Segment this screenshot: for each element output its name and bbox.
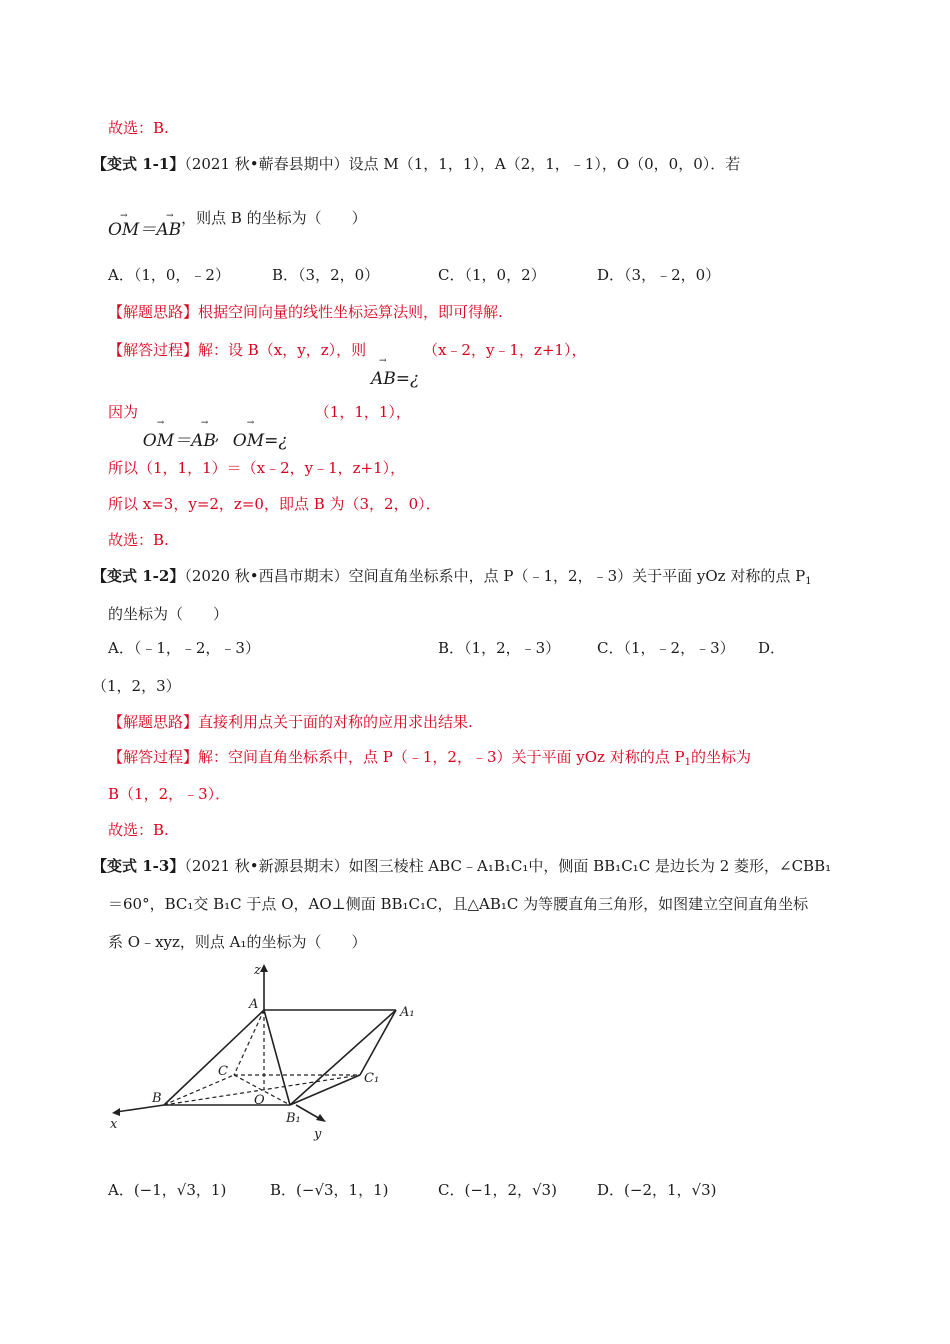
label-x: x	[110, 1117, 118, 1132]
label-o: O	[254, 1093, 265, 1108]
subscript: 1	[805, 576, 812, 587]
variant-1-1-tail: ，则点 B 的坐标为（ ）	[181, 209, 367, 227]
vector-arrow-icon: →	[200, 418, 209, 428]
vector-equation-2: OM=¿	[232, 431, 288, 451]
vector-arrow-icon: →	[166, 211, 174, 221]
variant-1-2-question	[92, 566, 812, 592]
label-a: A	[249, 997, 259, 1012]
because-coordinates: （1，1，1），	[314, 403, 411, 421]
variant-1-1-answer: 故选：B.	[108, 531, 169, 549]
variant-1-2-process-2: B（1，2，﹣3）．	[108, 785, 231, 803]
variant-1-2-option-b[interactable]: B．（1，2，﹣3）	[438, 639, 561, 657]
label-c1: C₁	[364, 1071, 380, 1086]
label-b1: B₁	[286, 1111, 301, 1126]
variant-1-2-option-d[interactable]: D．	[758, 639, 786, 657]
variant-1-3-text: （2021 秋•新源县期末）如图三棱柱 ABC﹣A₁B₁C₁中，侧面 BB₁C₁C 是边长为 2 菱形，∠CBB₁	[184, 857, 832, 875]
answer-line-1: 故选：B.	[108, 119, 169, 137]
y-arrow-icon	[316, 1114, 326, 1122]
variant-1-2-question-2: 的坐标为（ ）	[108, 605, 229, 623]
variant-1-2-idea	[108, 712, 473, 732]
variant-1-1-text: （2021 秋•蕲春县期中）设点 M（1，1，1），A（2，1，﹣1），O（0，0，0）．若	[184, 155, 741, 173]
variant-1-1-question	[92, 154, 740, 174]
variant-1-1-option-a[interactable]: A．（1，0，﹣2）	[108, 266, 230, 284]
subscript: 1	[684, 757, 691, 768]
vector-ab-expression: AB=¿	[370, 369, 420, 389]
because-word: 因为	[108, 403, 139, 421]
variant-1-3-question	[92, 856, 831, 876]
variant-1-2-option-a[interactable]: A．（﹣1，﹣2，﹣3）	[108, 639, 260, 657]
variant-1-1-option-d[interactable]: D．（3，﹣2，0）	[597, 266, 721, 284]
variant-1-2-process	[108, 747, 751, 773]
idea-tag: 【解题思路】	[108, 303, 199, 321]
variant-1-2-text: （2020 秋•西昌市期末）空间直角坐标系中，点 P（﹣1，2，﹣3）关于平面 yOz 对称的点 P	[184, 567, 806, 585]
variant-1-1-idea	[108, 302, 503, 322]
variant-1-2-option-c[interactable]: C．（1，﹣2，﹣3）	[597, 639, 735, 657]
vector-arrow-icon: →	[378, 356, 387, 366]
variant-1-3-option-c[interactable]: C．(−1，2，√3)	[438, 1181, 557, 1199]
variant-1-1-tag: 【变式 1-1】	[92, 155, 185, 173]
idea-text: 根据空间向量的线性坐标运算法则，即可得解.	[198, 303, 503, 321]
process-tail: 的坐标为	[690, 748, 751, 766]
variant-1-3-tag: 【变式 1-3】	[92, 857, 185, 875]
x-axis	[116, 1105, 164, 1112]
variant-1-1-so-2: 所以 x=3，y=2，z=0，即点 B 为（3，2，0）．	[108, 495, 441, 513]
variant-1-3-question-2: ＝60°，BC₁交 B₁C 于点 O，AO⊥侧面 BB₁C₁C，且△AB₁C 为等腰直角三角形，如图建立空间直角坐标	[108, 895, 809, 913]
z-arrow-icon	[260, 964, 268, 972]
process-text: 解：空间直角坐标系中，点 P（﹣1，2，﹣3）关于平面 yOz 对称的点 P	[198, 748, 685, 766]
edge-b-c-hidden	[164, 1075, 234, 1105]
idea-text: 直接利用点关于面的对称的应用求出结果.	[198, 713, 473, 731]
prism-figure	[108, 962, 428, 1142]
edge-a-c-hidden	[234, 1010, 264, 1075]
process-tag: 【解答过程】	[108, 341, 199, 359]
vector-equation: OM＝AB	[108, 220, 182, 240]
variant-1-1-option-c[interactable]: C．（1，0，2）	[438, 266, 546, 284]
vector-arrow-icon: →	[120, 211, 128, 221]
variant-1-1-because	[108, 402, 411, 451]
label-a1: A₁	[400, 1005, 415, 1020]
edge-b1-c1	[290, 1075, 360, 1105]
variant-1-3-option-a[interactable]: A．(−1，√3，1)	[108, 1181, 227, 1199]
label-y: y	[314, 1127, 322, 1142]
label-c: C	[218, 1064, 228, 1079]
variant-1-1-equation-line	[108, 209, 367, 240]
variant-1-2-tag: 【变式 1-2】	[92, 567, 185, 585]
process-tag: 【解答过程】	[108, 748, 199, 766]
variant-1-3-option-d[interactable]: D．(−2，1，√3)	[597, 1181, 717, 1199]
idea-tag: 【解题思路】	[108, 713, 199, 731]
variant-1-2-answer: 故选：B.	[108, 821, 169, 839]
edge-a1-c1	[360, 1010, 396, 1075]
edge-a-b	[164, 1010, 264, 1105]
label-b: B	[152, 1091, 162, 1106]
process-text: 解：设 B（x，y，z），则	[198, 341, 367, 359]
process-coordinates: （x﹣2，y﹣1，z+1），	[422, 341, 587, 359]
variant-1-1-option-b[interactable]: B．（3，2，0）	[272, 266, 380, 284]
label-z: z	[254, 963, 261, 978]
vector-equation-1: OM＝AB	[142, 431, 216, 451]
variant-1-3-option-b[interactable]: B．(−√3，1，1)	[270, 1181, 389, 1199]
variant-1-1-so-1: 所以（1，1，1）＝（x﹣2，y﹣1，z+1），	[108, 459, 406, 477]
variant-1-3-question-3: 系 O﹣xyz，则点 A₁的坐标为（ ）	[108, 933, 367, 951]
comma-separator: ,	[214, 426, 220, 444]
edge-a1-b1	[290, 1010, 396, 1105]
variant-1-1-process	[108, 340, 587, 389]
edge-a-b1	[264, 1010, 290, 1105]
vector-arrow-icon: →	[156, 418, 165, 428]
variant-1-2-option-d-value[interactable]: （1，2，3）	[92, 677, 181, 695]
vector-arrow-icon: →	[246, 418, 255, 428]
x-arrow-icon	[112, 1108, 120, 1116]
